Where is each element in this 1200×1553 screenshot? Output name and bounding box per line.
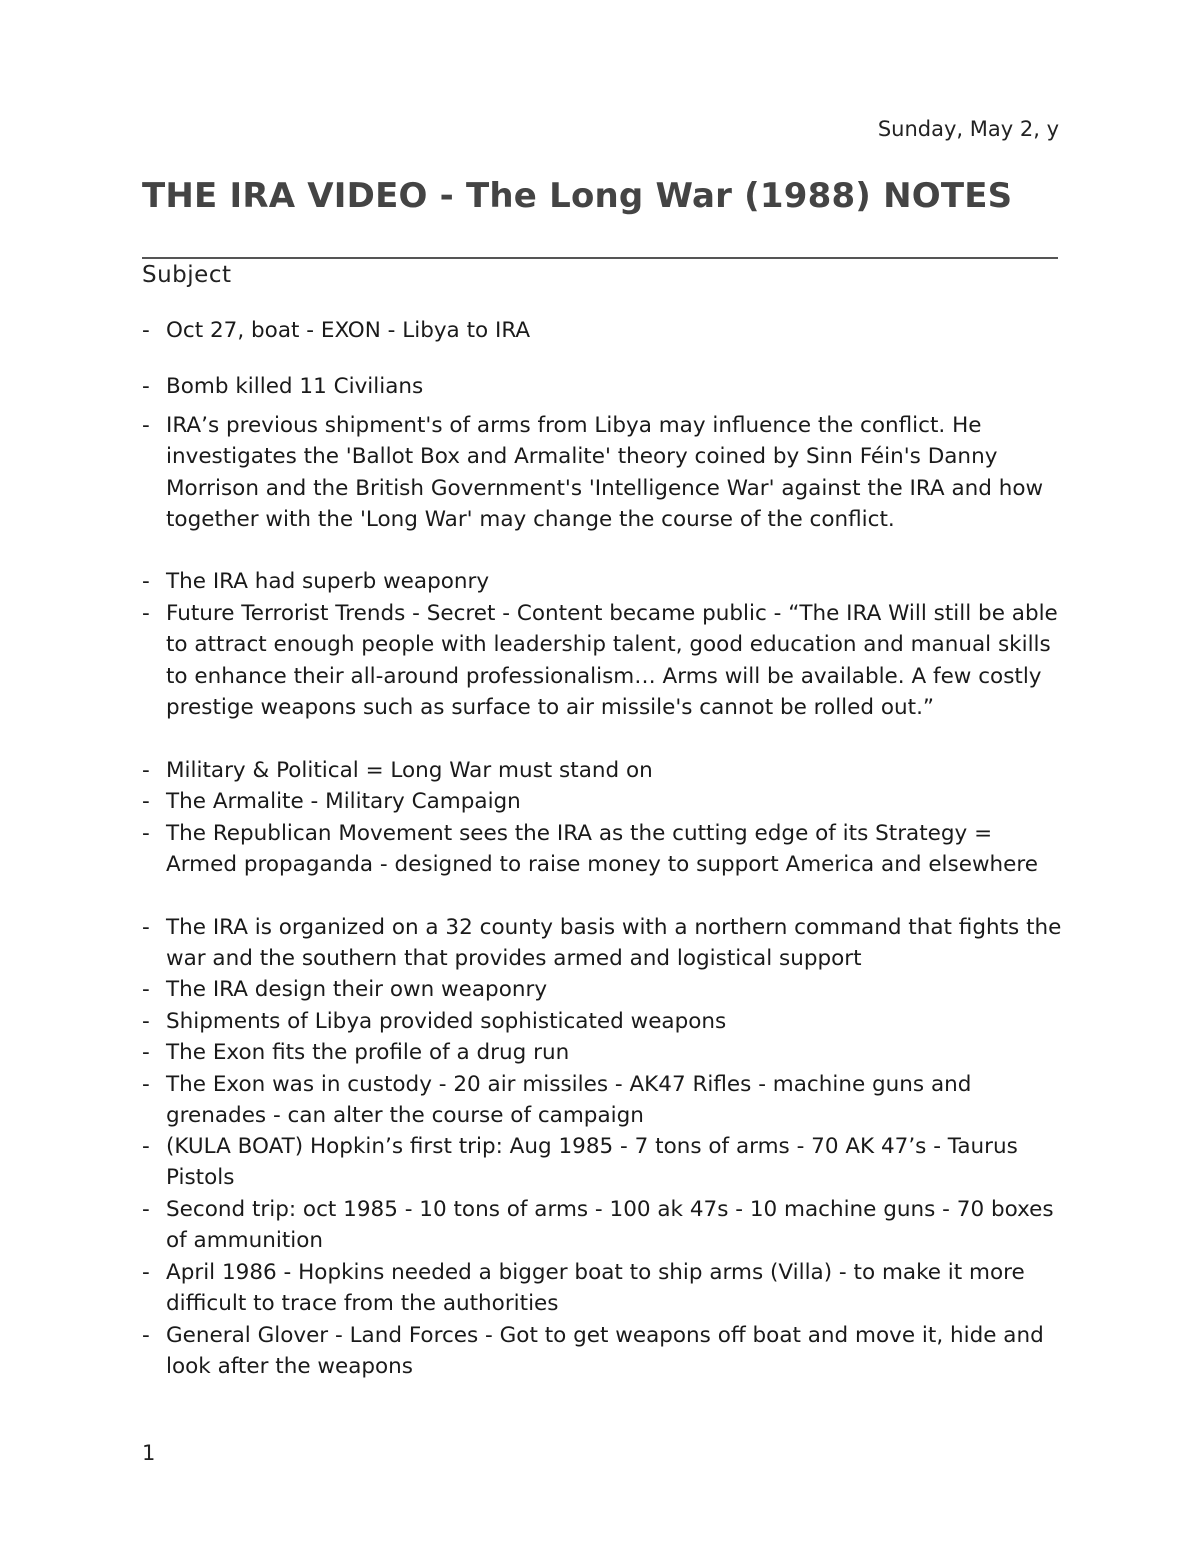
bullet-dash: - <box>142 1040 150 1065</box>
bullet-dash: - <box>142 758 150 783</box>
list-item <box>142 912 1072 975</box>
list-item <box>142 1257 1072 1320</box>
note-text: The Republican Movement sees the IRA as the cutting edge of its Strategy = Armed propaganda - designed to raise money to support America and elsewhere <box>166 821 1038 878</box>
list-item <box>142 315 1072 346</box>
list-item <box>142 566 1072 597</box>
note-text: General Glover - Land Forces - Got to get weapons off boat and move it, hide and look after the weapons <box>166 1323 1044 1380</box>
note-text: Shipments of Libya provided sophisticated weapons <box>166 1009 727 1034</box>
note-text: The IRA had superb weaponry <box>166 569 490 594</box>
note-text: Military & Political = Long War must stand on <box>166 758 653 783</box>
bullet-dash: - <box>142 1260 150 1285</box>
list-item <box>142 755 1072 786</box>
list-item <box>142 786 1072 817</box>
bullet-dash: - <box>142 821 150 846</box>
list-item <box>142 598 1072 723</box>
bullet-dash: - <box>142 1323 150 1348</box>
subject-label: Subject <box>142 262 232 288</box>
note-text: (KULA BOAT) Hopkin’s first trip: Aug 1985 - 7 tons of arms - 70 AK 47’s - Taurus Pistols <box>166 1134 1018 1191</box>
list-item <box>142 1194 1072 1257</box>
list-item <box>142 974 1072 1005</box>
bullet-dash: - <box>142 1072 150 1097</box>
bullet-dash: - <box>142 374 150 399</box>
list-item <box>142 410 1072 535</box>
bullet-dash: - <box>142 977 150 1002</box>
note-text: Second trip: oct 1985 - 10 tons of arms - 100 ak 47s - 10 machine guns - 70 boxes of ammunition <box>166 1197 1054 1254</box>
bullet-dash: - <box>142 1009 150 1034</box>
note-text: The IRA is organized on a 32 county basis with a northern command that fights the war and the southern that provides armed and logistical support <box>166 915 1062 972</box>
note-text: April 1986 - Hopkins needed a bigger boat to ship arms (Villa) - to make it more difficult to trace from the authorities <box>166 1260 1025 1317</box>
note-text: Future Terrorist Trends - Secret - Content became public - “The IRA Will still be able to attract enough people with leadership talent, good education and manual skills to enhance their all-around professionalism… Arms will be available. A few costly prestige weapons such as surface to air missile's cannot be rolled out.” <box>166 601 1058 720</box>
bullet-dash: - <box>142 569 150 594</box>
list-item <box>142 818 1072 881</box>
bullet-dash: - <box>142 789 150 814</box>
list-item <box>142 1320 1072 1383</box>
bullet-dash: - <box>142 915 150 940</box>
note-text: IRA’s previous shipment's of arms from Libya may influence the conflict. He investigates the 'Ballot Box and Armalite' theory coined by Sinn Féin's Danny Morrison and the British Government's 'Intelligence War' against the IRA and how together with the 'Long War' may change the course of the conflict. <box>166 413 1044 532</box>
bullet-dash: - <box>142 1197 150 1222</box>
note-text: Oct 27, boat - EXON - Libya to IRA <box>166 318 531 343</box>
date-header: Sunday, May 2, y <box>877 117 1059 141</box>
note-text: Bomb killed 11 Civilians <box>166 374 424 399</box>
list-item <box>142 1006 1072 1037</box>
page-title: THE IRA VIDEO - The Long War (1988) NOTES <box>142 176 1013 216</box>
list-item <box>142 1131 1072 1194</box>
bullet-dash: - <box>142 1134 150 1159</box>
list-item <box>142 1037 1072 1068</box>
note-text: The Exon fits the profile of a drug run <box>166 1040 570 1065</box>
note-text: The Armalite - Military Campaign <box>166 789 521 814</box>
title-divider <box>142 257 1058 259</box>
bullet-dash: - <box>142 413 150 438</box>
bullet-dash: - <box>142 601 150 626</box>
bullet-dash: - <box>142 318 150 343</box>
page-number: 1 <box>142 1441 156 1465</box>
note-text: The Exon was in custody - 20 air missiles - AK47 Rifles - machine guns and grenades - can alter the course of campaign <box>166 1072 972 1129</box>
list-item <box>142 1069 1072 1132</box>
list-item <box>142 371 1072 402</box>
note-text: The IRA design their own weaponry <box>166 977 548 1002</box>
